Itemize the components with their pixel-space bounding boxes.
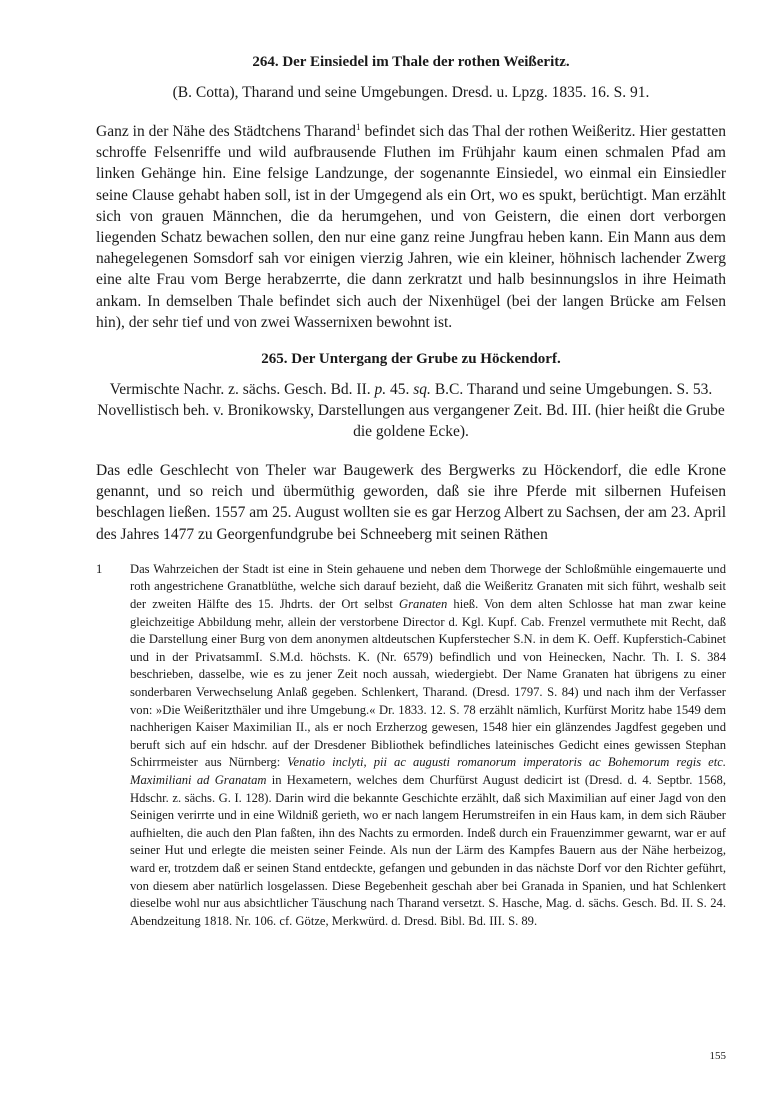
footnote-part: in Hexametern, welches dem Churfürst August dedicirt ist (Dresd. d. 4. Septbr. 1568, Hdschr. z. sächs. G. I. 128). Darin wird die bekannte Geschichte erzählt, daß sich Maximilian auf einer Jagd von den Seinigen verirrte und in eine Wildniß gerieth, wo er nach langem Herumstreifen in ein Haus kam, in dem sich Räuber aufhielten, die auch den Plan faßten, ihn des Nachts zu ermorden. Indeß durch ein Frauenzimmer gewarnt, war er auf seiner Hut und erlegte die meisten seiner Feinde. Als nun der Lärm des Kampfes Bauern aus der Nähe herbeizog, ward er, trotzdem daß er seinen Stand entdeckte, gefangen und gebunden in das nächste Dorf vor den Richter geführt, von diesem aber natürlich losgelassen. Diese Begebenheit geschah aber bei Granada in Spanien, und hat Schlenkert dieselbe wohl nur aus absichtlicher Täuschung nach Tharand versetzt. S. Hasche, Mag. d. sächs. Gesch. Bd. II. S. 24. Abendzeitung 1818. Nr. 106. cf. Götze, Merkwürd. d. Dresd. Bibl. Bd. III. S. 89. — [130, 772, 726, 928]
page-number: 155 — [709, 1050, 726, 1062]
source-part: 45. — [386, 381, 414, 399]
footnote-italic-title: Venatio inclyti, pii ac augusti romanorum imperatoris ac Bohemorum regis etc. Maximiliani ad Granatam — [130, 755, 726, 787]
section-264-heading: 264. Der Einsiedel im Thale der rothen Weißeritz. — [252, 54, 570, 70]
footnote-part: Das Wahrzeichen der Stadt ist eine in Stein gehauene und neben dem Thorwege der Schloßmühle eingemauerte und roth angestrichene Granatblüthe, welche sich darauf bezieht, daß die Weißeritz Granaten mit sich führt, weshalb seit der zweiten Hälfte des 15. Jhdrts. der Ort selbst — [130, 561, 726, 612]
footnote-part: hieß. Von dem alten Schlosse hat man zwar keine gleichzeitige Abbildung mehr, allein der verstorbene Director d. Kgl. Kupf. Cab. Frenzel vermuthete mit Recht, daß die Darstellung einer Burg von dem anonymen altdeutschen Kupferstecher S.N. in dem K. Oeff. Kupferstich-Cabinet und in der PrivatsammI. S.M.d. höchsts. K. (Nr. 6579) befindlich und von Heinecken, Nachr. Th. I. S. 384 beschrieben, dasselbe, wie es zu jener Zeit noch aussah, wiedergiebt. Der Name Granaten hat übrigens zu einer sonderbaren Verwechselung Anlaß gegeben. Schlenkert, Tharand. (Dresd. 1797. S. 84) und nach ihm der Verfasser von: »Die Weißeritzthäler und ihre Umgebung.« Dr. 1833. 12. S. 78 erzählt nämlich, Kurfürst Moritz habe 1549 dem nachherigen Kaiser Maximilian II., als er noch Erzherzog gewesen, 1548 hier ein glänzendes Jagdfest gegeben und beruft sich auf ein hdschr. auf der Dresdener Bibliothek befindliches lateinisches Gedicht eines gewissen Stephan Schirrmeister aus Nürnberg: — [130, 597, 726, 770]
section-264-body-b: befindet sich das Thal der rothen Weißeritz. Hier gestatten schroffe Felsenriffe und wild aufbrausende Fluthen im Frühjahr kaum einen schmalen Pfad am linken Gehänge hin. Eine felsige Landzunge, der sogenannte Einsiedel, wo einmal ein Einsiedler seine Clause gehabt haben soll, ist in der Umgegend als ein Ort, wo es spukt, berüchtigt. Man erzählt sich von grauen Männchen, die da herumgehen, und von Geistern, die einen dort verborgen liegenden Schatz bewachen sollen, den nur eine ganz reine Jungfrau heben kann. Ein Mann aus dem nahegelegenen Somsdorf sah vor einigen vierzig Jahren, wie ein kleiner, höhnisch lachender Zwerg eine alte Frau vom Berge herabzerrte, die dann zerkratzt und halb besinnungslos in ihre Heimath ankam. In demselben Thale befindet sich auch der Nixenhügel (bei der langen Brücke am Felsen hin), der sehr tief und von zwei Wassernixen bewohnt ist. — [96, 123, 726, 331]
section-265-heading: 265. Der Untergang der Grube zu Höckendorf. — [261, 351, 561, 368]
section-264-body-a: Ganz in der Nähe des Städtchens Tharand — [96, 123, 357, 140]
section-265-source — [96, 379, 726, 442]
source-italic-p: p. — [374, 381, 387, 399]
section-265-body: Das edle Geschlecht von Theler war Baugewerk des Bergwerks zu Höckendorf, die edle Krone genannt, und so reich und übermüthig geworden, daß sie ihre Pferde mit silbernen Hufeisen beschlagen ließen. 1557 am 25. August wollten sie es gar Herzog Albert zu Sachsen, der am 23. April des Jahres 1477 zu Georgenfundgrube bei Schneeberg mit seinen Räthen — [96, 462, 726, 543]
footnote-italic: Granaten — [399, 597, 448, 612]
section-264-body — [96, 121, 726, 333]
footnote — [96, 561, 726, 930]
source-italic-sq: sq. — [413, 381, 431, 399]
footnote-reference[interactable]: 1 — [356, 121, 361, 132]
section-264-source: (B. Cotta), Tharand und seine Umgebungen. Dresd. u. Lpzg. 1835. 16. S. 91. — [172, 84, 650, 101]
source-part: Vermischte Nachr. z. sächs. Gesch. Bd. II. — [109, 381, 375, 399]
source-part: B.C. Tharand und seine Umgebungen. S. 53. Novellistisch beh. v. Bronikowsky, Darstellungen aus vergangener Zeit. Bd. III. (hier heißt die Grube die goldene Ecke). — [97, 381, 725, 441]
footnote-text — [130, 562, 726, 928]
footnote-number: 1 — [96, 561, 103, 576]
